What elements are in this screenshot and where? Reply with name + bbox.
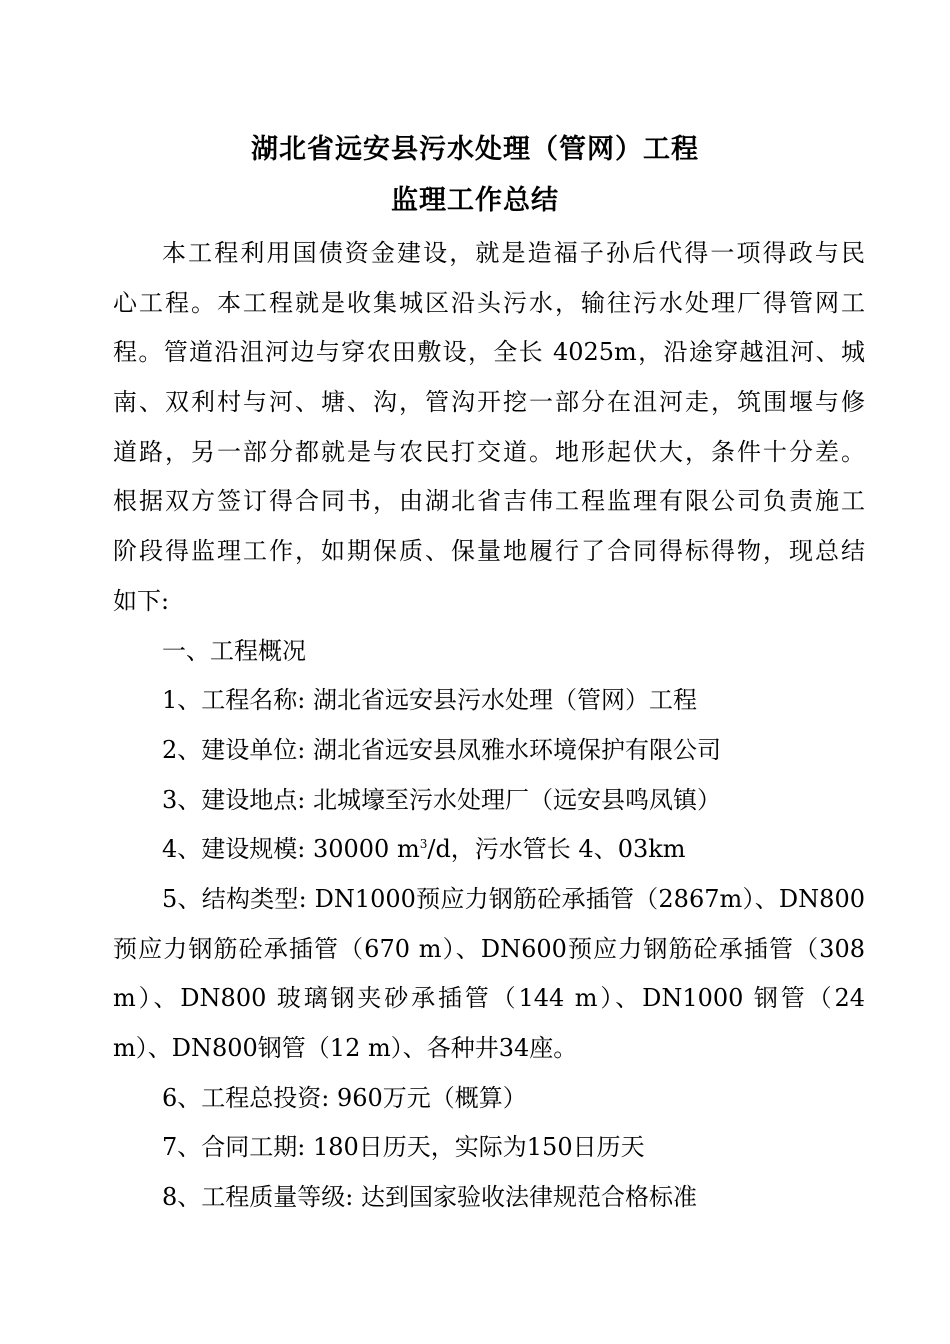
overview-item-scale xyxy=(113,825,865,875)
intro-line: 如下: xyxy=(113,586,170,615)
intro-line: 程。管道沿沮河边与穿农田敷设，全长 4025m，沿途穿越沮河、城 xyxy=(113,338,865,367)
overview-item-structure: 5、结构类型: DN1000预应力钢筋砼承插管（2867m）、DN800 xyxy=(162,884,865,913)
overview-item-quality: 8、工程质量等级: 达到国家验收法律规范合格标准 xyxy=(162,1183,697,1212)
document-subtitle: 监理工作总结 xyxy=(391,185,559,216)
scale-superscript: 3 xyxy=(419,837,428,852)
overview-item-duration: 7、合同工期: 180日历天，实际为150日历天 xyxy=(162,1133,645,1162)
intro-line: 本工程利用国债资金建设，就是造福子孙后代得一项得政与民 xyxy=(162,239,865,267)
scale-text: 4、建设规模: 30000 m xyxy=(162,835,420,864)
document-body xyxy=(113,229,865,1223)
scale-text-rest: /d，污水管长 4、03km xyxy=(427,835,686,864)
overview-item-project-name: 1、工程名称: 湖北省远安县污水处理（管网）工程 xyxy=(162,686,697,715)
overview-item-investment: 6、工程总投资: 960万元（概算） xyxy=(162,1083,527,1112)
overview-item-structure-cont: 预应力钢筋砼承插管（670 m）、DN600预应力钢筋砼承插管（308 xyxy=(113,934,865,963)
intro-line: 心工程。本工程就是收集城区沿头污水，输往污水处理厂得管网工 xyxy=(113,288,865,317)
overview-item-structure-cont: m）、DN800钢管（12 m）、各种井34座。 xyxy=(113,1034,578,1062)
overview-item-location: 3、建设地点: 北城壕至污水处理厂（远安县鸣凤镇） xyxy=(162,785,721,814)
overview-item-owner: 2、建设单位: 湖北省远安县凤雅水环境保护有限公司 xyxy=(162,735,721,764)
section-heading: 一、工程概况 xyxy=(162,636,306,665)
intro-line: 根据双方签订得合同书，由湖北省吉伟工程监理有限公司负责施工 xyxy=(113,487,865,516)
intro-line: 阶段得监理工作，如期保质、保量地履行了合同得标得物，现总结 xyxy=(113,537,865,566)
document-title: 湖北省远安县污水处理（管网）工程 xyxy=(251,134,699,165)
overview-item-structure-cont: m）、DN800 玻璃钢夹砂承插管（144 m）、DN1000 钢管（24 xyxy=(113,984,865,1013)
intro-line: 道路，另一部分都就是与农民打交道。地形起伏大，条件十分差。 xyxy=(113,437,865,466)
intro-line: 南、双利村与河、塘、沟，管沟开挖一部分在沮河走，筑围堰与修 xyxy=(113,388,865,417)
